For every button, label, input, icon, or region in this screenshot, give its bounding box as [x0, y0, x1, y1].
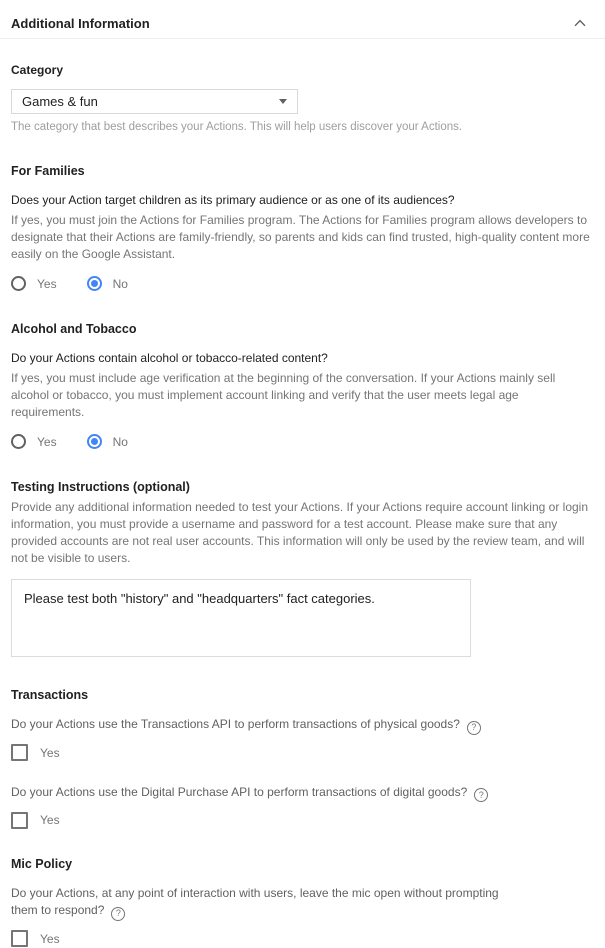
transactions-digital-question — [11, 784, 594, 803]
category-selected-value: Games & fun — [22, 94, 98, 109]
radio-label: No — [112, 434, 128, 449]
checkbox-icon — [11, 812, 28, 829]
transactions-digital-checkbox[interactable] — [11, 811, 594, 829]
radio-icon — [11, 434, 26, 449]
panel-title: Additional Information — [11, 15, 150, 31]
radio-icon — [87, 434, 102, 449]
for-families-radio-group — [11, 276, 594, 291]
question-text: Do your Actions use the Transactions API to perform transactions of physical goods? — [11, 717, 460, 731]
help-icon[interactable]: ? — [474, 788, 488, 802]
help-icon[interactable]: ? — [111, 907, 125, 921]
question-text: Do your Actions use the Digital Purchase API to perform transactions of digital goods? — [11, 784, 468, 799]
radio-label: Yes — [37, 276, 57, 291]
category-helper-text: The category that best describes your Actions. This will help users discover your Actions. — [11, 121, 463, 133]
for-families-radio-no[interactable] — [87, 276, 128, 291]
checkbox-label: Yes — [40, 931, 60, 946]
dropdown-arrow-icon — [279, 99, 287, 104]
category-select[interactable] — [11, 89, 298, 114]
alcohol-tobacco-question: Do your Actions contain alcohol or tobacco-related content? — [11, 351, 328, 365]
mic-policy-checkbox[interactable] — [11, 930, 594, 948]
alcohol-tobacco-radio-group — [11, 434, 594, 449]
testing-instructions-title: Testing Instructions (optional) — [11, 480, 190, 494]
transactions-physical-checkbox[interactable] — [11, 744, 594, 762]
for-families-description: If yes, you must join the Actions for Families program. The Actions for Families program allows developers to designate that their Actions are family-friendly, so parents and kids can find trusted, high-quality content more easily on the Google Assistant. — [11, 213, 590, 261]
collapse-panel-button[interactable] — [568, 15, 592, 31]
checkbox-icon — [11, 930, 28, 947]
question-text: Do your Actions, at any point of interaction with users, leave the mic open without prompting them to respond? — [11, 886, 499, 917]
for-families-title: For Families — [11, 164, 85, 178]
alcohol-tobacco-title: Alcohol and Tobacco — [11, 322, 137, 336]
help-icon[interactable]: ? — [467, 721, 481, 735]
transactions-title: Transactions — [11, 688, 89, 702]
checkbox-label: Yes — [40, 813, 60, 827]
mic-policy-title: Mic Policy — [11, 857, 73, 871]
header-divider — [0, 38, 605, 39]
radio-icon — [87, 276, 102, 291]
panel-header — [11, 0, 594, 31]
alcohol-tobacco-radio-no[interactable] — [87, 434, 128, 449]
alcohol-tobacco-radio-yes[interactable] — [11, 434, 57, 449]
for-families-radio-yes[interactable] — [11, 276, 57, 291]
testing-instructions-description: Provide any additional information needed to test your Actions. If your Actions require account linking or login information, you must provide a username and password for a test account. Please make sure that any provided accounts are not real user accounts. This information will only be used by the review team, and will not be visible to users. — [11, 500, 589, 565]
radio-label: No — [112, 276, 128, 291]
category-label: Category — [11, 63, 64, 77]
alcohol-tobacco-description: If yes, you must include age verification at the beginning of the conversation. If your Actions mainly sell alcohol or tobacco, you must implement account linking and verify that the user meets legal age requirements. — [11, 371, 556, 419]
mic-policy-question — [11, 885, 503, 921]
for-families-question: Does your Action target children as its primary audience or as one of its audiences? — [11, 193, 455, 207]
checkbox-label: Yes — [40, 745, 60, 760]
radio-icon — [11, 276, 26, 291]
checkbox-icon — [11, 744, 28, 761]
transactions-physical-question — [11, 716, 594, 735]
testing-instructions-textarea[interactable] — [11, 579, 471, 657]
radio-label: Yes — [37, 434, 57, 449]
chevron-up-icon — [574, 14, 586, 32]
